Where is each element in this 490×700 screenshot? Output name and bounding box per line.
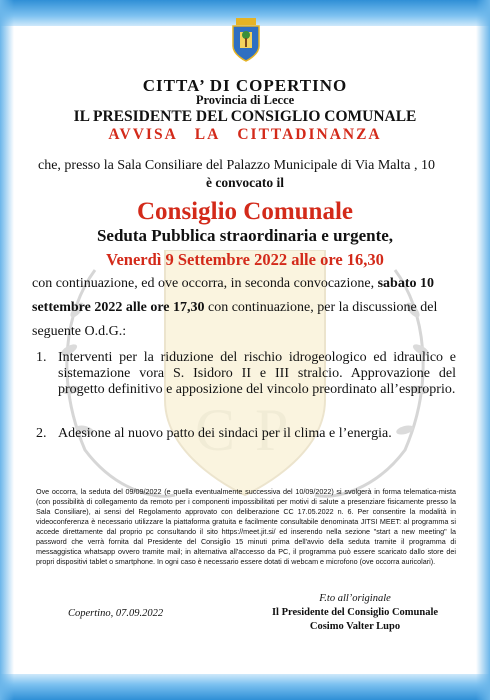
convoked-text: è convocato il bbox=[206, 175, 284, 190]
session-type: Seduta Pubblica straordinaria e urgente, bbox=[96, 226, 394, 245]
notice-heading: AVVISA LA CITTADINANZA bbox=[108, 126, 382, 143]
continuation-text-a: con continuazione, ed ove occorra, in seconda convocazione, bbox=[32, 276, 378, 291]
intro-text: che, presso la Sala Consiliare del Palazzo Municipale di Via Malta , 10 bbox=[38, 158, 436, 173]
continuation-text-c: con continuazione, per la discussione del seguente O.d.G.: bbox=[32, 300, 438, 339]
agenda-item-text: Adesione al nuovo patto dei sindaci per il clima e l’energia. bbox=[58, 426, 392, 441]
agenda-item-number: 2. bbox=[36, 426, 47, 441]
svg-text:P: P bbox=[255, 397, 289, 463]
remote-session-note: Ove occorra, la seduta del 09/09/2022 (e quella eventualmente successiva del 10/09/2022) si svolgerà in forma telematica-mista (con possibilità di collegamento da remoto per i componenti impossibilitati per motivi di salute a presenziare fisicamente presso la Sala Consiliare), ai sensi del Regolamento approvato con deliberazione CC 17.05.2022 n. 6. Per consentire la modalità in videoconferenza è necessario utilizzare la piattaforma gratuita e facilmente consultabile denominata JITSI MEET: al programma si accede direttamente dal proprio pc consultando il sito https://meet.jit.si/ ed inserendo nella sezione "start a new meeting" la password che verrà fornita dal Presidente del Consiglio 15 minuti prima dell'avvio della seduta tramite il programma di messaggistica whatsapp ovvero tramite mail; in alternativa all'accesso da PC, il programma può essere scaricato dallo store dei propri dispositivi tablet o smartphone. In ogni caso è necessario essere dotati di webcam e microfono (ove occorra auricolari). bbox=[36, 487, 456, 566]
council-title: Consiglio Comunale bbox=[136, 198, 353, 225]
coat-of-arms-logo bbox=[230, 18, 262, 62]
second-session-date: sabato 10 settembre 2022 alle ore 17,30 bbox=[32, 276, 434, 315]
president-heading: IL PRESIDENTE DEL CONSIGLIO COMUNALE bbox=[73, 108, 417, 125]
bottom-border bbox=[0, 674, 490, 700]
agenda-item-text: Interventi per la riduzione del rischio idrogeologico ed idraulico e sistemazione vora S. Isidoro II e III stralcio. Approvazione del progetto definitivo e apposizione del vincolo preordinato all’esproprio. bbox=[58, 350, 456, 397]
signature-original-note: F.to all’originale bbox=[319, 593, 391, 604]
svg-text:C: C bbox=[195, 397, 236, 463]
signatory-role: Il Presidente del Consiglio Comunale bbox=[271, 607, 439, 618]
continuation-paragraph bbox=[32, 272, 452, 344]
signatory-name: Cosimo Valter Lupo bbox=[309, 621, 401, 632]
first-session-date: Venerdì 9 Settembre 2022 alle ore 16,30 bbox=[106, 250, 384, 269]
signature-block bbox=[245, 592, 465, 634]
agenda-item-number: 1. bbox=[36, 350, 47, 365]
document-date: Copertino, 07.09.2022 bbox=[68, 608, 164, 619]
province-subtitle: Provincia di Lecce bbox=[195, 93, 295, 107]
city-title: CITTA’ DI COPERTINO bbox=[142, 76, 348, 95]
